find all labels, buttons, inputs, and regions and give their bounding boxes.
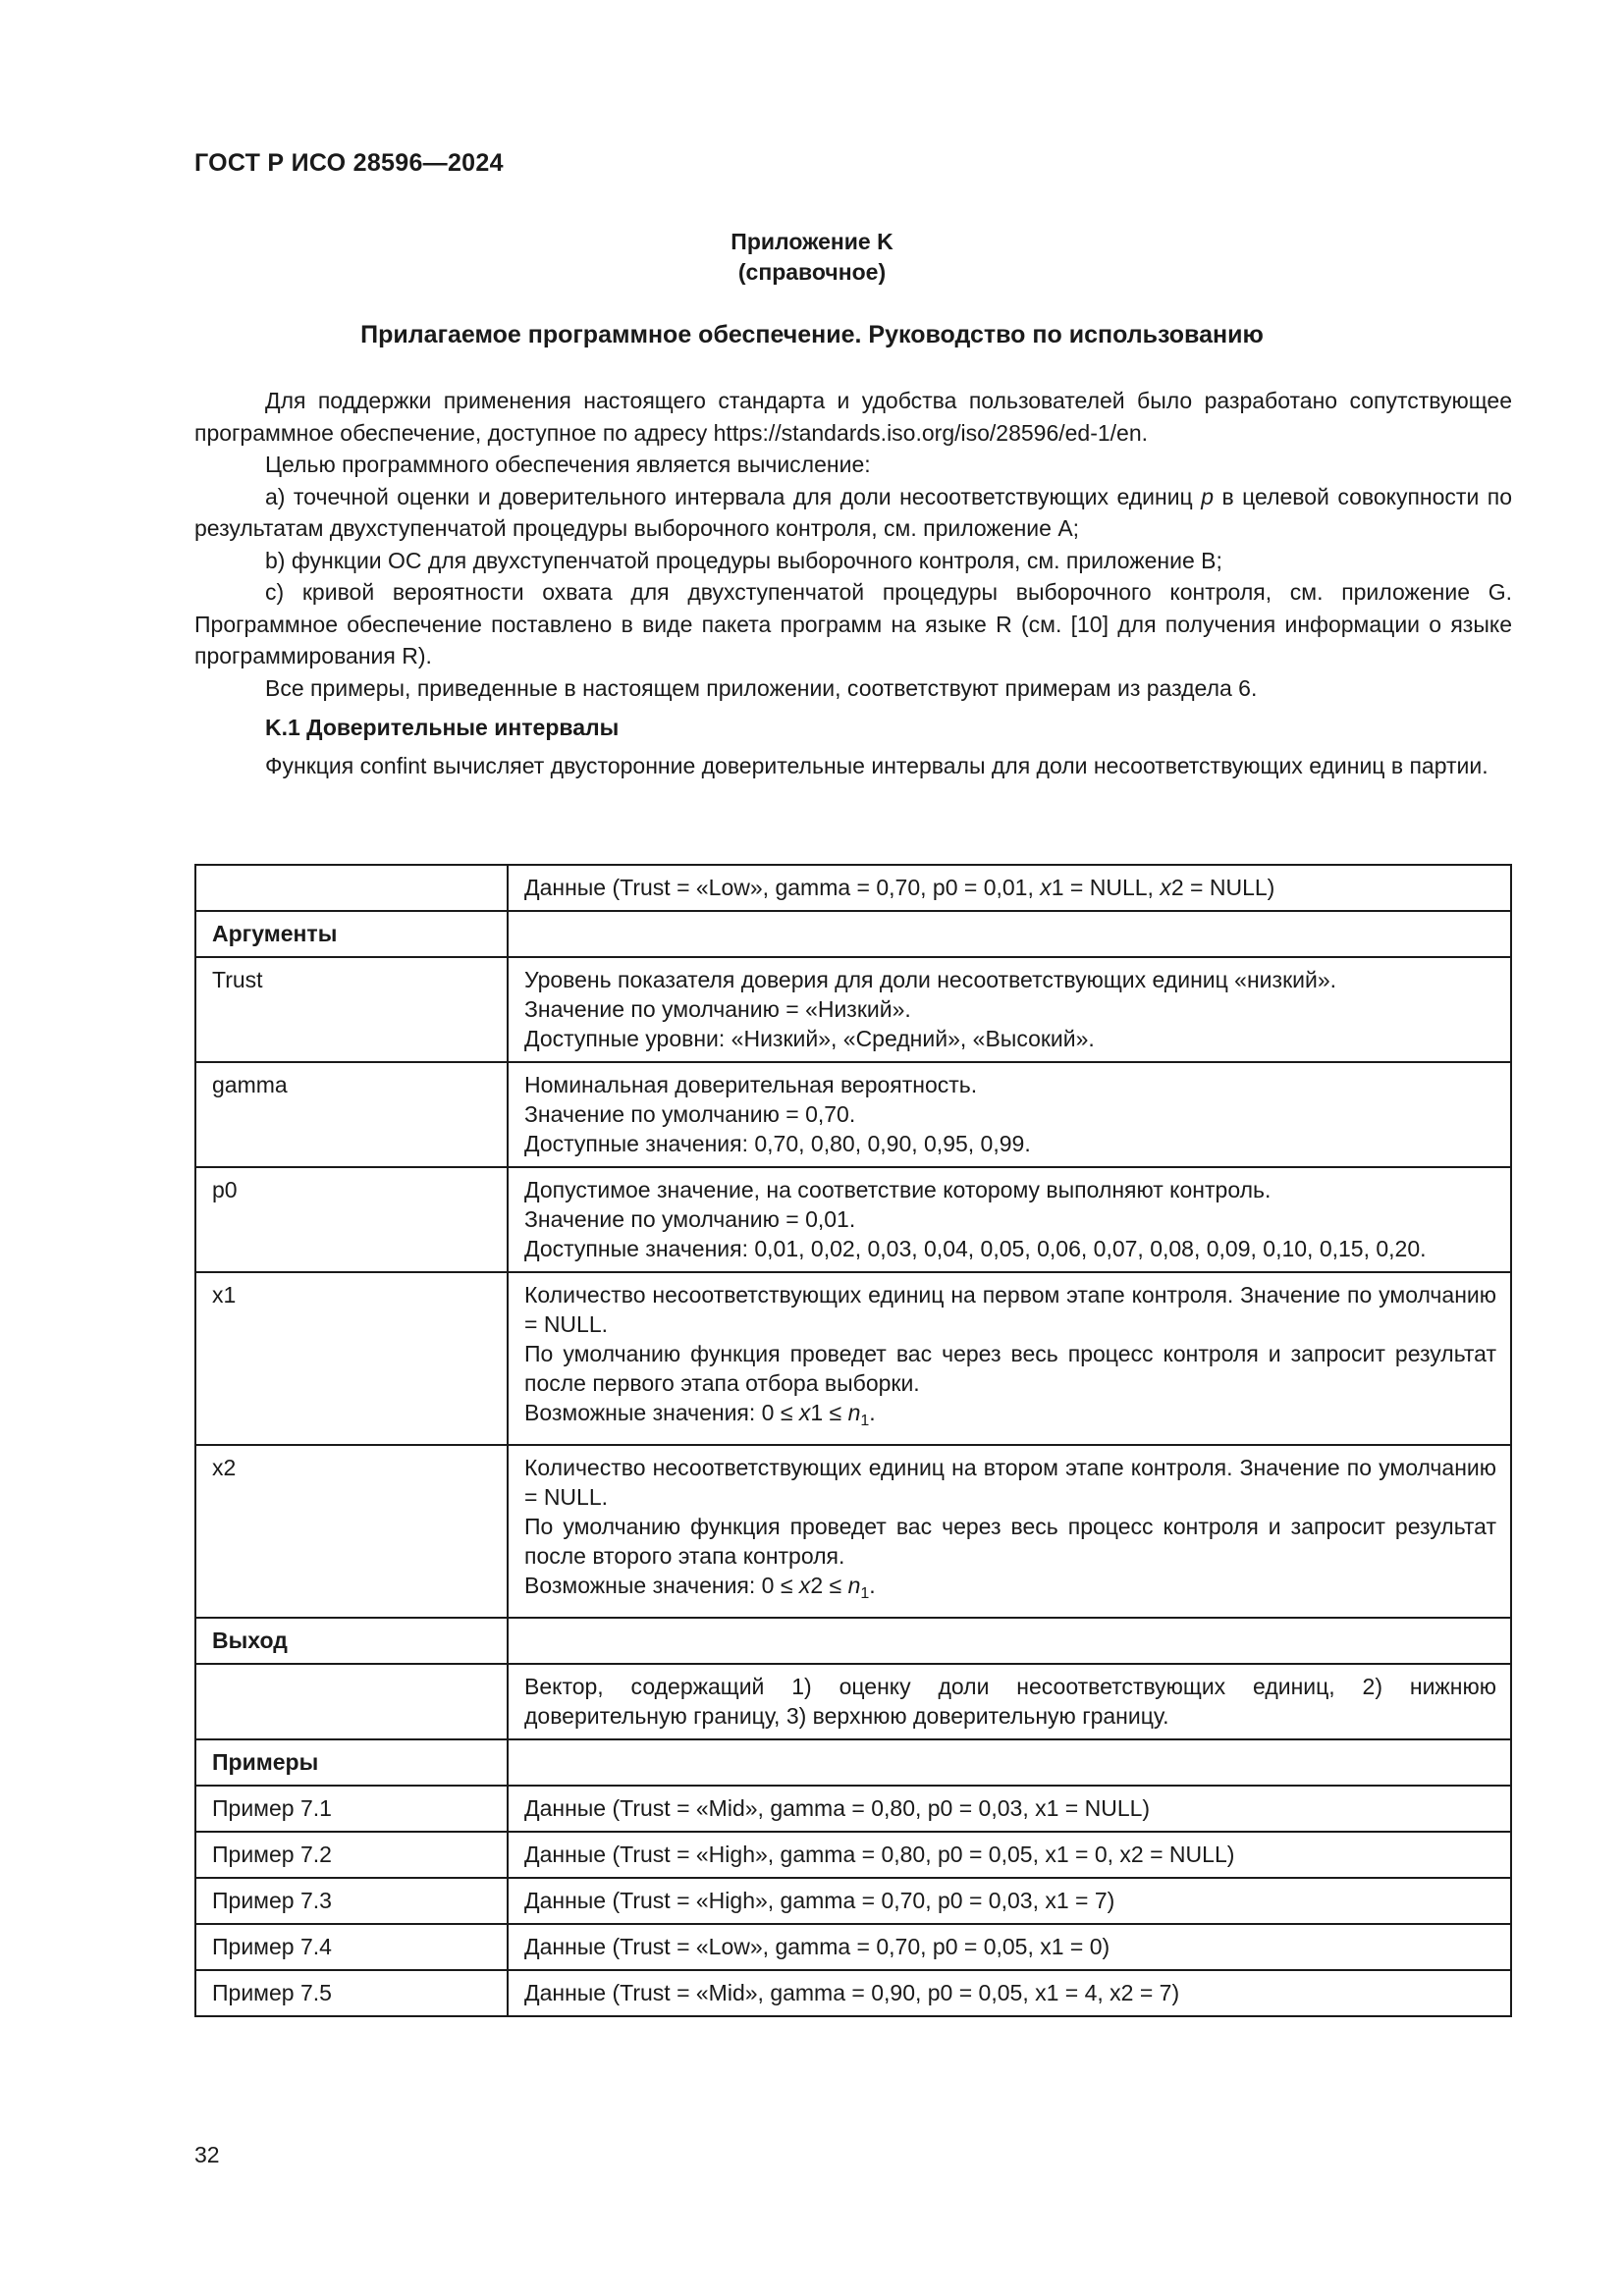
section-title: K.1 Доверительные интервалы — [265, 715, 620, 740]
table-row — [195, 865, 1511, 911]
table-cell-empty — [195, 1664, 508, 1739]
arg-desc-line: По умолчанию функция проведет вас через весь процесс контроля и запросит результат после первого этапа отбора выборки. — [524, 1341, 1496, 1396]
table-row — [195, 1167, 1511, 1272]
intro-paragraph-2: Целью программного обеспечения является вычисление: — [265, 452, 871, 477]
table-row — [195, 1618, 1511, 1664]
example-value: Данные (Trust = «High», gamma = 0,80, p0 = 0,05, x1 = 0, x2 = NULL) — [508, 1832, 1511, 1878]
table-row — [195, 1739, 1511, 1786]
body-text — [194, 385, 1512, 781]
table-row — [195, 957, 1511, 1062]
example-name: Пример 7.3 — [195, 1878, 508, 1924]
range-text: Возможные значения: 0 ≤ — [524, 1400, 799, 1425]
intro-item-a-end: в целевой совокупности по результатам двухступенчатой процедуры выборочного контроля, см. приложение A; — [194, 483, 1513, 541]
range-var-n: n — [847, 1400, 861, 1425]
arguments-label: Аргументы — [195, 911, 508, 957]
range-var-n: n — [847, 1573, 861, 1598]
table-row — [195, 1786, 1511, 1832]
signature-part: 1 = NULL, — [1051, 875, 1161, 900]
confint-description: Функция confint вычисляет двусторонние доверительные интервалы для доли несоответствующих единиц в партии. — [265, 752, 1489, 778]
arg-desc-x1 — [508, 1272, 1511, 1445]
arg-name-x1: x1 — [195, 1272, 508, 1445]
range-text: Возможные значения: 0 ≤ — [524, 1573, 799, 1598]
signature-part: 2 = NULL) — [1170, 875, 1275, 900]
examples-label: Примеры — [195, 1739, 508, 1786]
table-row — [195, 1445, 1511, 1618]
table-row — [195, 1970, 1511, 2016]
page-number: 32 — [194, 2142, 220, 2167]
arg-name-x2: x2 — [195, 1445, 508, 1618]
signature-var-x2: x — [1160, 875, 1171, 900]
arg-desc-line — [524, 1571, 1496, 1609]
standard-code: ГОСТ Р ИСО 28596—2024 — [194, 149, 504, 177]
arg-desc-line: По умолчанию функция проведет вас через весь процесс контроля и запросит результат после второго этапа контроля. — [524, 1514, 1496, 1569]
function-signature — [508, 865, 1511, 911]
arg-desc-line: Уровень показателя доверия для доли несоответствующих единиц «низкий». — [524, 967, 1337, 992]
intro-item-a — [194, 481, 1512, 545]
arg-desc-line: Количество несоответствующих единиц на втором этапе контроля. Значение по умолчанию = NULL. — [524, 1455, 1496, 1510]
table-row — [195, 1062, 1511, 1167]
range-subscript: 1 — [860, 1585, 870, 1602]
table-row — [195, 1878, 1511, 1924]
arg-desc-line: Значение по умолчанию = «Низкий». — [524, 996, 911, 1022]
intro-paragraph-1: Для поддержки применения настоящего стандарта и удобства пользователей было разработано сопутствующее программное обеспечение, доступное по адресу https://standards.iso.org/iso/28596/ed-1/en. — [194, 388, 1512, 446]
output-label: Выход — [195, 1618, 508, 1664]
arg-desc-p0 — [508, 1167, 1511, 1272]
signature-var-x1: x — [1040, 875, 1052, 900]
example-value: Данные (Trust = «Low», gamma = 0,70, p0 = 0,05, x1 = 0) — [508, 1924, 1511, 1970]
arg-desc-line — [524, 1398, 1496, 1436]
range-text: . — [869, 1400, 876, 1425]
table-cell-empty — [195, 865, 508, 911]
range-text: . — [869, 1573, 876, 1598]
range-text: 1 ≤ — [810, 1400, 848, 1425]
intro-item-c: c) кривой вероятности охвата для двухступенчатой процедуры выборочного контроля, см. приложение G. Программное обеспечение поставлено в виде пакета программ на языке R (см. [10] для получения информации о языке программирования R). — [194, 579, 1512, 668]
signature-part: Данные (Trust = «Low», gamma = 0,70, p0 = 0,01, — [524, 875, 1041, 900]
example-value: Данные (Trust = «Mid», gamma = 0,80, p0 = 0,03, x1 = NULL) — [508, 1786, 1511, 1832]
arg-name-gamma: gamma — [195, 1062, 508, 1167]
table-row — [195, 911, 1511, 957]
variable-p: p — [1201, 483, 1214, 509]
confint-table — [194, 864, 1512, 2017]
range-subscript: 1 — [860, 1413, 870, 1429]
table-cell-empty — [508, 1739, 1511, 1786]
intro-item-b: b) функции ОС для двухступенчатой процедуры выборочного контроля, см. приложение B; — [265, 547, 1222, 573]
annex-subtitle: (справочное) — [737, 259, 887, 285]
range-var-x: x — [798, 1400, 811, 1425]
example-name: Пример 7.4 — [195, 1924, 508, 1970]
range-var-x: x — [798, 1573, 811, 1598]
arg-desc-x2 — [508, 1445, 1511, 1618]
range-text: 2 ≤ — [810, 1573, 848, 1598]
table-row — [195, 1832, 1511, 1878]
arg-name-trust: Trust — [195, 957, 508, 1062]
annex-heading: Прилагаемое программное обеспечение. Руководство по использованию — [360, 321, 1264, 348]
arg-desc-line: Доступные значения: 0,01, 0,02, 0,03, 0,04, 0,05, 0,06, 0,07, 0,08, 0,09, 0,10, 0,15, 0,20. — [524, 1236, 1427, 1261]
arg-desc-line: Номинальная доверительная вероятность. — [524, 1072, 978, 1097]
output-description: Вектор, содержащий 1) оценку доли несоответствующих единиц, 2) нижнюю доверительную границу, 3) верхнюю доверительную границу. — [508, 1664, 1511, 1739]
table-row — [195, 1272, 1511, 1445]
annex-title: Приложение K — [731, 229, 893, 254]
arg-desc-gamma — [508, 1062, 1511, 1167]
example-value: Данные (Trust = «High», gamma = 0,70, p0 = 0,03, x1 = 7) — [508, 1878, 1511, 1924]
table-row — [195, 1924, 1511, 1970]
arg-desc-trust — [508, 957, 1511, 1062]
arg-desc-line: Допустимое значение, на соответствие которому выполняют контроль. — [524, 1177, 1272, 1202]
arg-name-p0: p0 — [195, 1167, 508, 1272]
intro-paragraph-examples: Все примеры, приведенные в настоящем приложении, соответствуют примерам из раздела 6. — [265, 674, 1258, 701]
table-row — [195, 1664, 1511, 1739]
table-cell-empty — [508, 911, 1511, 957]
example-name: Пример 7.2 — [195, 1832, 508, 1878]
arg-desc-line: Значение по умолчанию = 0,01. — [524, 1206, 856, 1232]
table-cell-empty — [508, 1618, 1511, 1664]
arg-desc-line: Доступные уровни: «Низкий», «Средний», «Высокий». — [524, 1026, 1095, 1051]
arg-desc-line: Количество несоответствующих единиц на первом этапе контроля. Значение по умолчанию = NULL. — [524, 1282, 1496, 1337]
arg-desc-line: Доступные значения: 0,70, 0,80, 0,90, 0,95, 0,99. — [524, 1131, 1031, 1156]
example-name: Пример 7.5 — [195, 1970, 508, 2016]
intro-item-a-start: a) точечной оценки и доверительного интервала для доли несоответствующих единиц — [265, 483, 1202, 509]
example-value: Данные (Trust = «Mid», gamma = 0,90, p0 = 0,05, x1 = 4, x2 = 7) — [508, 1970, 1511, 2016]
example-name: Пример 7.1 — [195, 1786, 508, 1832]
arg-desc-line: Значение по умолчанию = 0,70. — [524, 1101, 856, 1127]
